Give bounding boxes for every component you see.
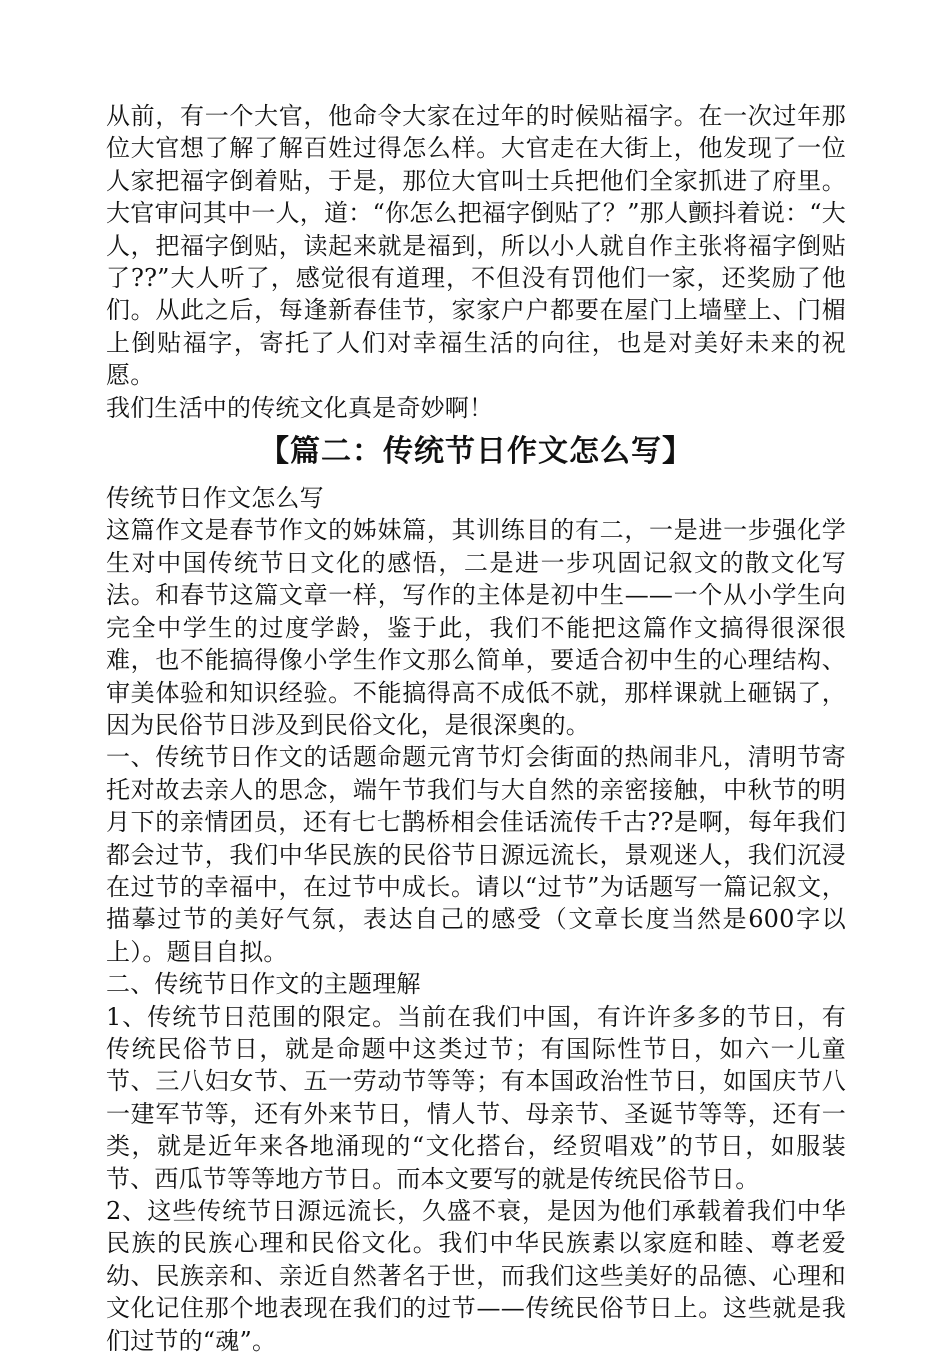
document-page [106,100,846,1357]
article-title: 传统节日作文怎么写 [106,484,324,513]
section-two-title: 二、传统节日作文的主题理解 [106,970,421,999]
closing-line: 我们生活中的传统文化真是奇妙啊！ [106,393,494,422]
intro-paragraph: 这篇作文是春节作文的姊妹篇，其训练目的有二，一是进一步强化学生对中国传统节日文化的感悟，二是进一步巩固记叙文的散文化写法。和春节这篇文章一样，写作的主体是初中生——一个从小学生向完全中学生的过度学龄，鉴于此，我们不能把这篇作文搞得很深很难，也不能搞得像小学生作文那么简单，要适合初中生的心理结构、审美体验和知识经验。不能搞得高不成低不就，那样课就上砸锅了，因为民俗节日涉及到民俗文化，是很深奥的。 [106,516,846,739]
section-heading: 【篇二：传统节日作文怎么写】 [259,434,693,470]
story-paragraph: 从前，有一个大官，他命令大家在过年的时候贴福字。在一次过年那位大官想了解了解百姓过得怎么样。大官走在大街上，他发现了一位人家把福字倒着贴，于是，那位大官叫士兵把他们全家抓进了府里。大官审问其中一人，道：“你怎么把福字倒贴了？”那人颤抖着说：“大人，把福字倒贴，读起来就是福到，所以小人就自作主张将福字倒贴了??”大人听了，感觉很有道理，不但没有罚他们一家，还奖励了他们。从此之后，每逢新春佳节，家家户户都要在屋门上墙壁上、门楣上倒贴福字，寄托了人们对幸福生活的向往，也是对美好未来的祝愿。 [106,102,846,390]
section-one-paragraph: 一、传统节日作文的话题命题元宵节灯会街面的热闹非凡，清明节寄托对故去亲人的思念，端午节我们与大自然的亲密接触，中秋节的明月下的亲情团员，还有七七鹊桥相会佳话流传千古??是啊，每年我们都会过节，我们中华民族的民俗节日源远流长，景观迷人，我们沉浸在过节的幸福中，在过节中成长。请以“过节”为话题写一篇记叙文，描摹过节的美好气氛，表达自己的感受（文章长度当然是600字以上）。题目自拟。 [106,743,846,966]
point-two-paragraph: 2、这些传统节日源远流长，久盛不衰，是因为他们承载着我们中华民族的民族心理和民俗文化。我们中华民族素以家庭和睦、尊老爱幼、民族亲和、亲近自然著名于世，而我们这些美好的品德、心理和文化记住那个地表现在我们的过节——传统民俗节日上。这些就是我们过节的“魂”。 [106,1197,846,1355]
point-one-paragraph: 1、传统节日范围的限定。当前在我们中国，有许许多多的节日，有传统民俗节日，就是命题中这类过节；有国际性节日，如六一儿童节、三八妇女节、五一劳动节等等；有本国政治性节日，如国庆节八一建军节等，还有外来节日，情人节、母亲节、圣诞节等等，还有一类，就是近年来各地涌现的“文化搭台，经贸唱戏”的节日，如服装节、西瓜节等等地方节日。而本文要写的就是传统民俗节日。 [106,1002,846,1193]
